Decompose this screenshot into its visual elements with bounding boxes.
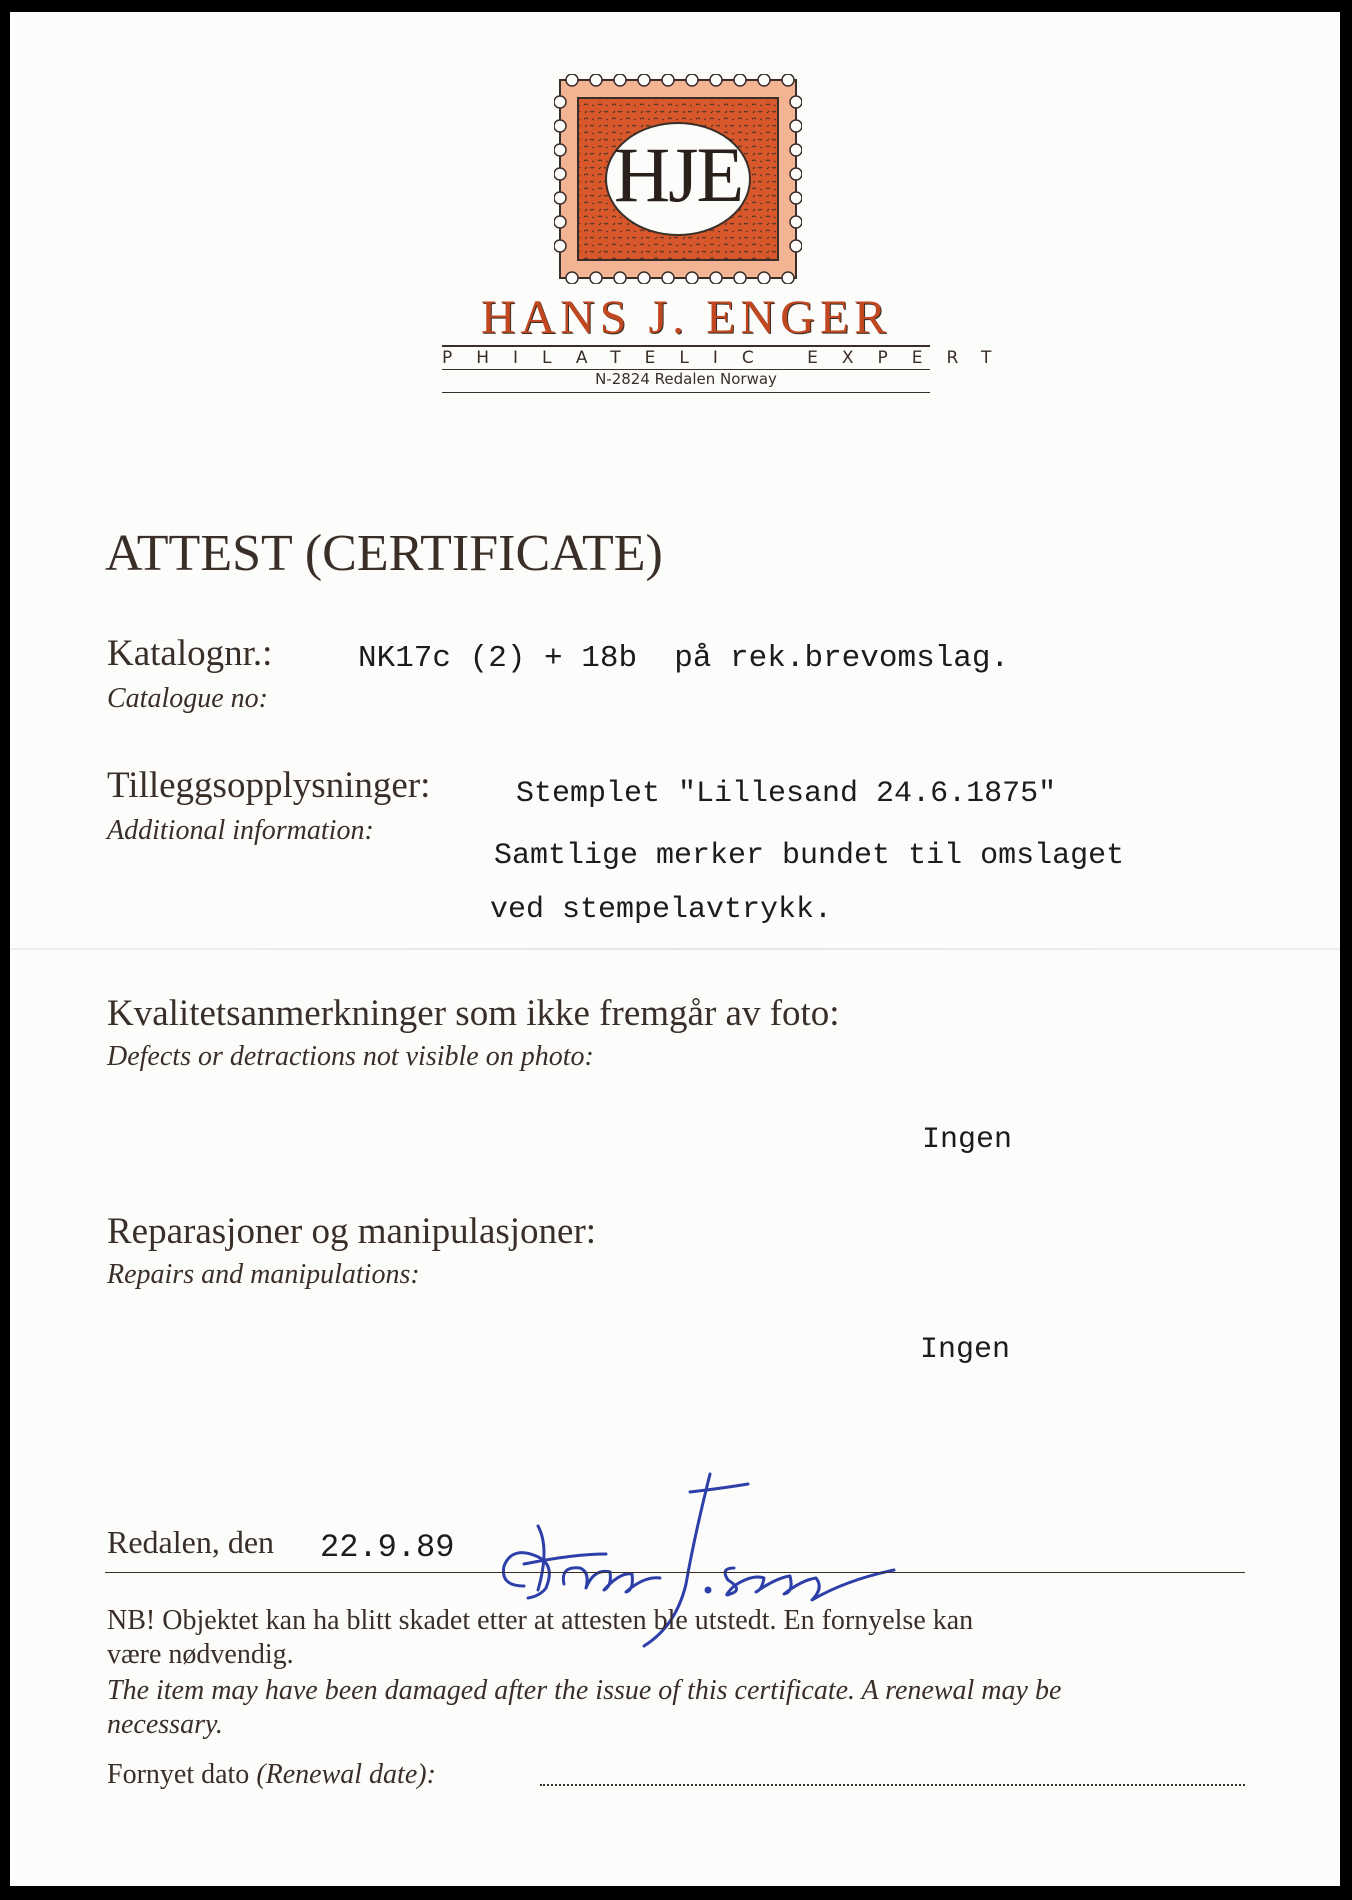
certificate-page: [10, 12, 1340, 1886]
logo-rule-top: [442, 345, 930, 347]
fold-line: [10, 948, 1340, 950]
logo-monogram: HJE: [613, 131, 743, 218]
repairs-value: Ingen: [920, 1333, 1011, 1367]
company-address: N-2824 Redalen Norway: [595, 370, 777, 388]
place-label: Redalen, den: [107, 1524, 275, 1560]
certificate-title: ATTEST (CERTIFICATE): [105, 525, 663, 582]
renewal-date-dotted-line: [540, 1784, 1245, 1786]
repairs-label: Reparasjoner og manipulasjoner:: [107, 1211, 597, 1252]
additional-label-en: Additional information:: [107, 815, 374, 846]
quality-label-en: Defects or detractions not visible on photo:: [107, 1041, 594, 1072]
signature-date: 22.9.89: [320, 1529, 455, 1566]
notice-en-line-2: necessary.: [107, 1709, 223, 1740]
additional-line-1: Stemplet "Lillesand 24.6.1875": [516, 777, 1057, 811]
repairs-label-en: Repairs and manipulations:: [107, 1259, 420, 1290]
additional-line-2: Samtlige merker bundet til omslaget: [494, 839, 1125, 873]
renewal-label-no: Fornyet dato: [107, 1759, 250, 1790]
signature-rule: [105, 1572, 1245, 1573]
quality-value: Ingen: [922, 1123, 1013, 1157]
catalogue-value: NK17c (2) + 18b på rek.brevomslag.: [358, 641, 1010, 676]
renewal-label: [107, 1758, 436, 1792]
company-name: HANS J. ENGER: [480, 291, 892, 344]
additional-line-3: ved stempelavtrykk.: [490, 893, 833, 927]
quality-label: Kvalitetsanmerkninger som ikke fremgår av foto:: [107, 993, 840, 1034]
notice-no-line-2: være nødvendig.: [107, 1639, 294, 1670]
logo-rule-bottom: [442, 392, 930, 393]
additional-label: Tilleggsopplysninger:: [107, 765, 431, 806]
company-tagline: PHILATELIC EXPERT: [442, 348, 1016, 368]
renewal-label-en: (Renewal date):: [256, 1759, 436, 1790]
notice-no-line-1: NB! Objektet kan ha blitt skadet etter at attesten ble utstedt. En fornyelse kan: [107, 1605, 974, 1636]
catalogue-label: Katalognr.:: [107, 633, 273, 674]
notice-en-line-1: The item may have been damaged after the issue of this certificate. A renewal may be: [107, 1675, 1062, 1706]
catalogue-label-en: Catalogue no:: [107, 683, 268, 714]
